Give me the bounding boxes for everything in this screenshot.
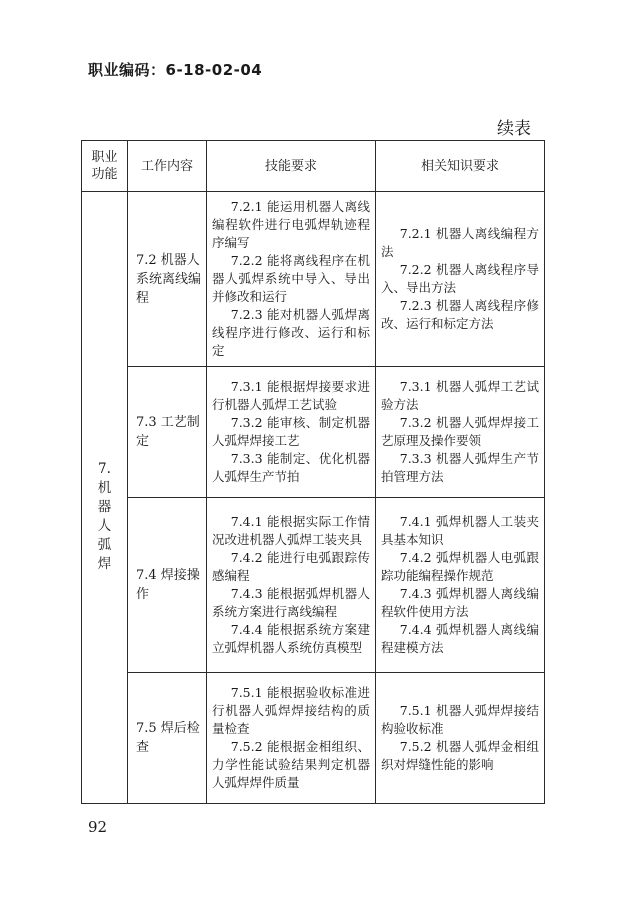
skill-cell xyxy=(207,498,376,673)
knowledge-cell xyxy=(376,192,545,367)
knowledge-item: 7.5.2 机器人弧焊金相组织对焊缝性能的影响 xyxy=(381,739,539,772)
table-row xyxy=(82,192,545,367)
skill-cell xyxy=(207,367,376,498)
skill-item: 7.2.1 能运用机器人离线编程软件进行电弧焊轨迹程序编写 xyxy=(212,199,370,250)
knowledge-item: 7.4.1 弧焊机器人工装夹具基本知识 xyxy=(381,514,539,547)
skill-item: 7.3.1 能根据焊接要求进行机器人弧焊工艺试验 xyxy=(212,379,370,412)
knowledge-item: 7.4.3 弧焊机器人离线编程软件使用方法 xyxy=(381,586,539,619)
skill-cell xyxy=(207,192,376,367)
column-header-knowledge: 相关知识要求 xyxy=(376,141,545,192)
work-cell: 7.4 焊接操作 xyxy=(128,498,207,673)
skill-cell xyxy=(207,673,376,804)
table-header-row xyxy=(82,141,545,192)
knowledge-item: 7.5.1 机器人弧焊焊接结构验收标准 xyxy=(381,703,539,736)
work-cell: 7.5 焊后检查 xyxy=(128,673,207,804)
skill-item: 7.5.2 能根据金相组织、力学性能试验结果判定机器人弧焊焊件质量 xyxy=(212,739,370,790)
page-number: 92 xyxy=(88,818,108,836)
knowledge-item: 7.4.4 弧焊机器人离线编程建模方法 xyxy=(381,622,539,655)
knowledge-item: 7.3.2 机器人弧焊焊接工艺原理及操作要领 xyxy=(381,415,539,448)
skill-item: 7.5.1 能根据验收标准进行机器人弧焊焊接结构的质量检查 xyxy=(212,685,370,736)
function-cell xyxy=(82,192,128,804)
skill-item: 7.4.3 能根据弧焊机器人系统方案进行离线编程 xyxy=(212,586,370,619)
knowledge-item: 7.3.3 机器人弧焊生产节拍管理方法 xyxy=(381,451,539,484)
column-header-work: 工作内容 xyxy=(128,141,207,192)
knowledge-cell xyxy=(376,673,545,804)
knowledge-item: 7.2.2 机器人离线程序导入、导出方法 xyxy=(381,262,539,295)
function-label: 7.机器人弧焊 xyxy=(97,461,112,572)
skill-item: 7.2.3 能对机器人弧焊离线程序进行修改、运行和标定 xyxy=(212,307,370,358)
skill-item: 7.4.1 能根据实际工作情况改进机器人弧焊工装夹具 xyxy=(212,514,370,547)
knowledge-item: 7.3.1 机器人弧焊工艺试验方法 xyxy=(381,379,539,412)
skill-item: 7.2.2 能将离线程序在机器人弧焊系统中导入、导出并修改和运行 xyxy=(212,253,370,304)
column-header-function: 职业功能 xyxy=(82,141,128,192)
skill-item: 7.3.2 能审核、制定机器人弧焊焊接工艺 xyxy=(212,415,370,448)
table-row xyxy=(82,367,545,498)
skill-item: 7.4.4 能根据系统方案建立弧焊机器人系统仿真模型 xyxy=(212,622,370,655)
work-cell: 7.2 机器人系统离线编程 xyxy=(128,192,207,367)
skill-item: 7.4.2 能进行电弧跟踪传感编程 xyxy=(212,550,370,583)
knowledge-item: 7.4.2 弧焊机器人电弧跟踪功能编程操作规范 xyxy=(381,550,539,583)
work-cell: 7.3 工艺制定 xyxy=(128,367,207,498)
table-row xyxy=(82,498,545,673)
knowledge-item: 7.2.3 机器人离线程序修改、运行和标定方法 xyxy=(381,298,539,331)
table-row xyxy=(82,673,545,804)
knowledge-item: 7.2.1 机器人离线编程方法 xyxy=(381,226,539,259)
column-header-skill: 技能要求 xyxy=(207,141,376,192)
skills-table xyxy=(81,140,545,804)
skill-item: 7.3.3 能制定、优化机器人弧焊生产节拍 xyxy=(212,451,370,484)
occupation-code: 职业编码：6-18-02-04 xyxy=(88,61,263,79)
continued-label: 续表 xyxy=(497,119,531,139)
knowledge-cell xyxy=(376,498,545,673)
knowledge-cell xyxy=(376,367,545,498)
